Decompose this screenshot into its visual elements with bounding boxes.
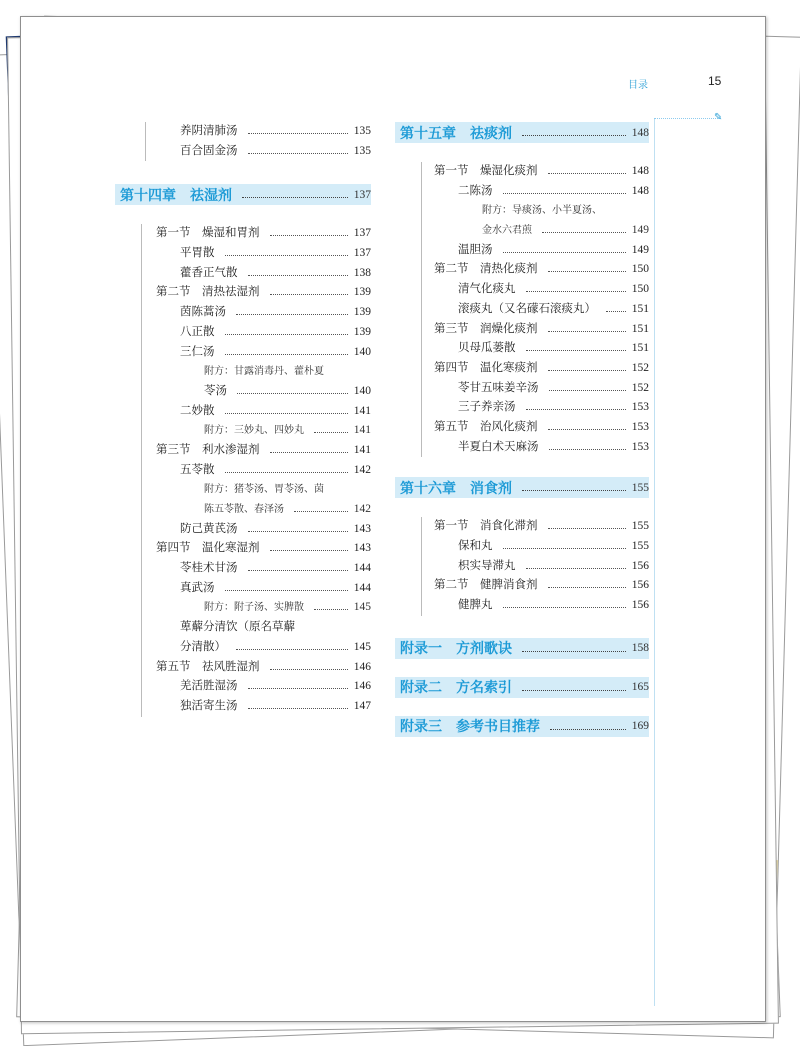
toc-entry[interactable]: 保和丸 155 [458,538,649,552]
toc-section[interactable]: 第二节 清热祛湿剂 139 [156,284,371,299]
toc-entry[interactable]: 三子养亲汤 153 [458,399,649,414]
toc-entry[interactable]: 枳实导滞丸 156 [458,557,649,572]
toc-entry[interactable]: 健脾丸 156 [458,597,649,612]
toc-entry[interactable]: 防己黄芪汤 143 [180,520,371,535]
toc-entry[interactable]: 独活寄生汤 147 [180,697,371,712]
toc-subentry[interactable]: 陈五苓散、春泽汤 142 [204,503,371,515]
appendix-heading[interactable]: 附录一 方剂歌诀 158 [395,638,649,659]
toc-right-column [395,122,649,737]
toc-section[interactable]: 第二节 清热化痰剂 150 [434,261,649,276]
entry-group [421,162,649,457]
toc-section[interactable]: 第五节 治风化痰剂 153 [434,418,649,433]
margin-rule-top [654,118,720,119]
toc-subentry[interactable]: 金水六君煎 149 [482,224,649,237]
toc-entry[interactable]: 真武汤 144 [180,579,371,594]
toc-entry[interactable]: 温胆汤 149 [458,241,649,256]
toc-entry[interactable]: 清气化痰丸 150 [458,281,649,296]
toc-entry[interactable]: 茵陈蒿汤 139 [180,304,371,319]
toc-section[interactable]: 第四节 温化寒痰剂 152 [434,359,649,374]
toc-subentry[interactable]: 附方：导痰汤、小半夏汤、 [482,205,602,217]
toc-entry[interactable]: 百合固金汤 135 [180,142,371,157]
toc-entry[interactable]: 平胃散 137 [180,245,371,260]
toc-entry[interactable]: 二妙散 141 [180,402,371,417]
toc-entry[interactable]: 羌活胜湿汤 146 [180,678,371,693]
toc-entry[interactable]: 贝母瓜蒌散 151 [458,340,649,355]
toc-section[interactable]: 第一节 燥湿和胃剂 137 [156,225,371,240]
entry-group [145,122,371,161]
toc-entry[interactable]: 五苓散 142 [180,461,371,476]
toc-left-column [115,122,371,717]
toc-entry[interactable]: 三仁汤 140 [180,343,371,358]
toc-subentry[interactable]: 附方：猪苓汤、胃苓汤、茵 [204,484,324,496]
toc-section[interactable]: 第三节 利水渗湿剂 141 [156,441,371,456]
toc-subentry[interactable]: 附方：三妙丸、四妙丸 141 [204,424,371,437]
toc-entry[interactable]: 滚痰丸（又名礞石滚痰丸） 151 [458,300,649,315]
toc-entry[interactable]: 分清散） 145 [180,638,371,653]
toc-section[interactable]: 第一节 燥湿化痰剂 148 [434,163,649,177]
entry-group [421,517,649,615]
toc-entry[interactable]: 藿香正气散 138 [180,264,371,279]
appendix-heading[interactable]: 附录二 方名索引 165 [395,677,649,698]
toc-section[interactable]: 第二节 健脾消食剂 156 [434,577,649,592]
toc-entry[interactable]: 苓甘五味姜辛汤 152 [458,379,649,394]
toc-entry[interactable]: 萆薢分清饮（原名草薢 [180,619,295,634]
chapter-heading[interactable]: 第十六章 消食剂 155 [395,477,649,498]
toc-section[interactable]: 第一节 消食化滞剂 155 [434,518,649,533]
appendix-heading[interactable]: 附录三 参考书目推荐 169 [395,716,649,737]
margin-rule [654,118,655,1006]
chapter-heading[interactable]: 第十五章 祛痰剂 148 [395,122,649,143]
toc-entry[interactable]: 半夏白术天麻汤 153 [458,438,649,453]
toc-entry[interactable]: 养阴清肺汤 135 [180,123,371,137]
toc-subentry[interactable]: 附方：甘露消毒丹、藿朴夏 [204,366,324,378]
chapter-heading[interactable]: 第十四章 祛湿剂 137 [115,184,371,205]
pen-icon: ✎ [714,112,723,123]
toc-section[interactable]: 第三节 润燥化痰剂 151 [434,320,649,335]
toc-entry[interactable]: 二陈汤 148 [458,182,649,197]
entry-group [141,224,371,716]
toc-section[interactable]: 第五节 祛风胜湿剂 146 [156,658,371,673]
toc-subentry[interactable]: 附方：附子汤、实脾散 145 [204,601,371,614]
toc-subentry[interactable]: 苓汤 140 [204,382,371,397]
toc-entry[interactable]: 苓桂术甘汤 144 [180,560,371,575]
toc-entry[interactable]: 八正散 139 [180,323,371,338]
toc-section[interactable]: 第四节 温化寒湿剂 143 [156,540,371,555]
page-number: 15 [708,74,722,88]
running-title: 目录 [628,80,648,91]
